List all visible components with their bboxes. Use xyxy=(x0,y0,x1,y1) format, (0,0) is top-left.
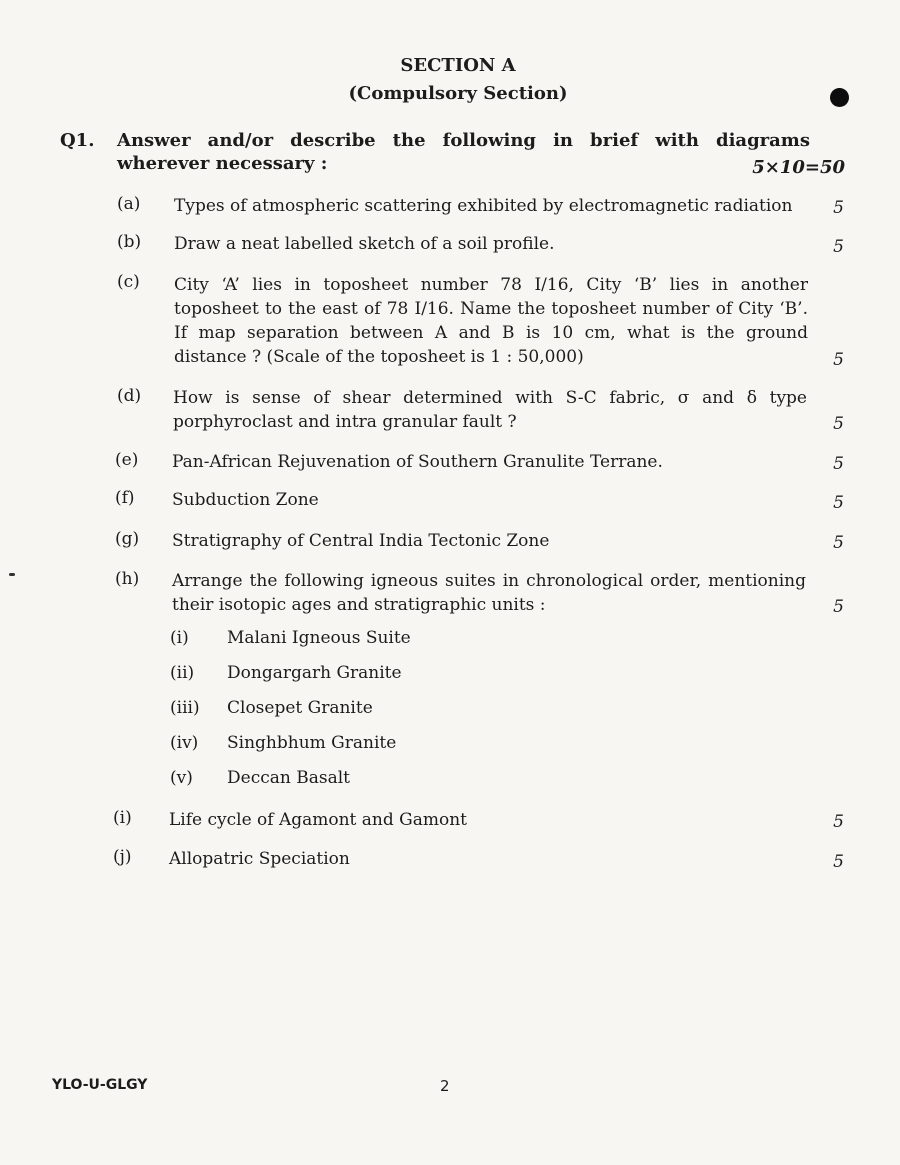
part-d-marks: 5 xyxy=(833,414,844,434)
part-i-marks: 5 xyxy=(833,812,844,832)
stray-mark xyxy=(9,573,15,576)
part-e-text: Pan-African Rejuvenation of Southern Granulite Terrane. xyxy=(172,452,663,472)
part-c-line-4: distance ? (Scale of the toposheet is 1 : 50,000) xyxy=(174,347,584,367)
part-b-label: (b) xyxy=(117,232,142,252)
question-total-marks: 5×10=50 xyxy=(752,157,845,178)
part-c-line-3: If map separation between A and B is 10 cm, what is the ground xyxy=(174,323,808,343)
part-b-text: Draw a neat labelled sketch of a soil profile. xyxy=(174,234,555,254)
part-i-label: (i) xyxy=(113,808,132,828)
subitem-text: Closepet Granite xyxy=(227,698,373,718)
subitem-text: Dongargarh Granite xyxy=(227,663,402,683)
part-j-label: (j) xyxy=(113,847,132,867)
punch-hole-dot xyxy=(830,88,849,107)
part-a-text: Types of atmospheric scattering exhibited by electromagnetic radiation xyxy=(174,196,793,216)
part-b-marks: 5 xyxy=(833,237,844,257)
part-c-label: (c) xyxy=(117,272,140,292)
part-h-line-1: Arrange the following igneous suites in chronological order, mentioning xyxy=(172,571,806,591)
part-f-label: (f) xyxy=(115,488,135,508)
part-h-marks: 5 xyxy=(833,597,844,617)
part-e-label: (e) xyxy=(115,450,139,470)
subitem-label: (ii) xyxy=(170,663,195,683)
part-d-label: (d) xyxy=(117,386,142,406)
part-j-text: Allopatric Speciation xyxy=(169,849,350,869)
part-f-text: Subduction Zone xyxy=(172,490,319,510)
subitem-text: Deccan Basalt xyxy=(227,768,350,788)
page-number: 2 xyxy=(440,1077,450,1095)
part-a-label: (a) xyxy=(117,194,141,214)
part-e-marks: 5 xyxy=(833,454,844,474)
subitem-label: (i) xyxy=(170,628,189,648)
part-d-line-1: How is sense of shear determined with S-C fabric, σ and δ type xyxy=(173,388,807,408)
question-number: Q1. xyxy=(60,130,95,151)
subitem-label: (iii) xyxy=(170,698,200,718)
part-g-text: Stratigraphy of Central India Tectonic Zone xyxy=(172,531,550,551)
question-instruction-line-1: Answer and/or describe the following in brief with diagrams xyxy=(117,130,810,151)
part-c-line-1: City ‘A’ lies in toposheet number 78 I/16, City ‘B’ lies in another xyxy=(174,275,808,295)
section-title: SECTION A xyxy=(400,55,516,76)
question-instruction-line-2: wherever necessary : xyxy=(117,153,328,174)
part-h-label: (h) xyxy=(115,569,140,589)
subitem-text: Malani Igneous Suite xyxy=(227,628,411,648)
paper-code: YLO-U-GLGY xyxy=(52,1077,148,1093)
part-c-line-2: toposheet to the east of 78 I/16. Name the toposheet number of City ‘B’. xyxy=(174,299,808,319)
part-h-line-2: their isotopic ages and stratigraphic units : xyxy=(172,595,546,615)
subitem-label: (v) xyxy=(170,768,193,788)
part-i-text: Life cycle of Agamont and Gamont xyxy=(169,810,468,830)
part-d-line-2: porphyroclast and intra granular fault ? xyxy=(173,412,517,432)
subitem-text: Singhbhum Granite xyxy=(227,733,397,753)
part-c-marks: 5 xyxy=(833,350,844,370)
part-g-marks: 5 xyxy=(833,533,844,553)
part-f-marks: 5 xyxy=(833,493,844,513)
part-g-label: (g) xyxy=(115,529,140,549)
section-subtitle: (Compulsory Section) xyxy=(348,83,568,104)
part-j-marks: 5 xyxy=(833,852,844,872)
subitem-label: (iv) xyxy=(170,733,199,753)
part-a-marks: 5 xyxy=(833,198,844,218)
